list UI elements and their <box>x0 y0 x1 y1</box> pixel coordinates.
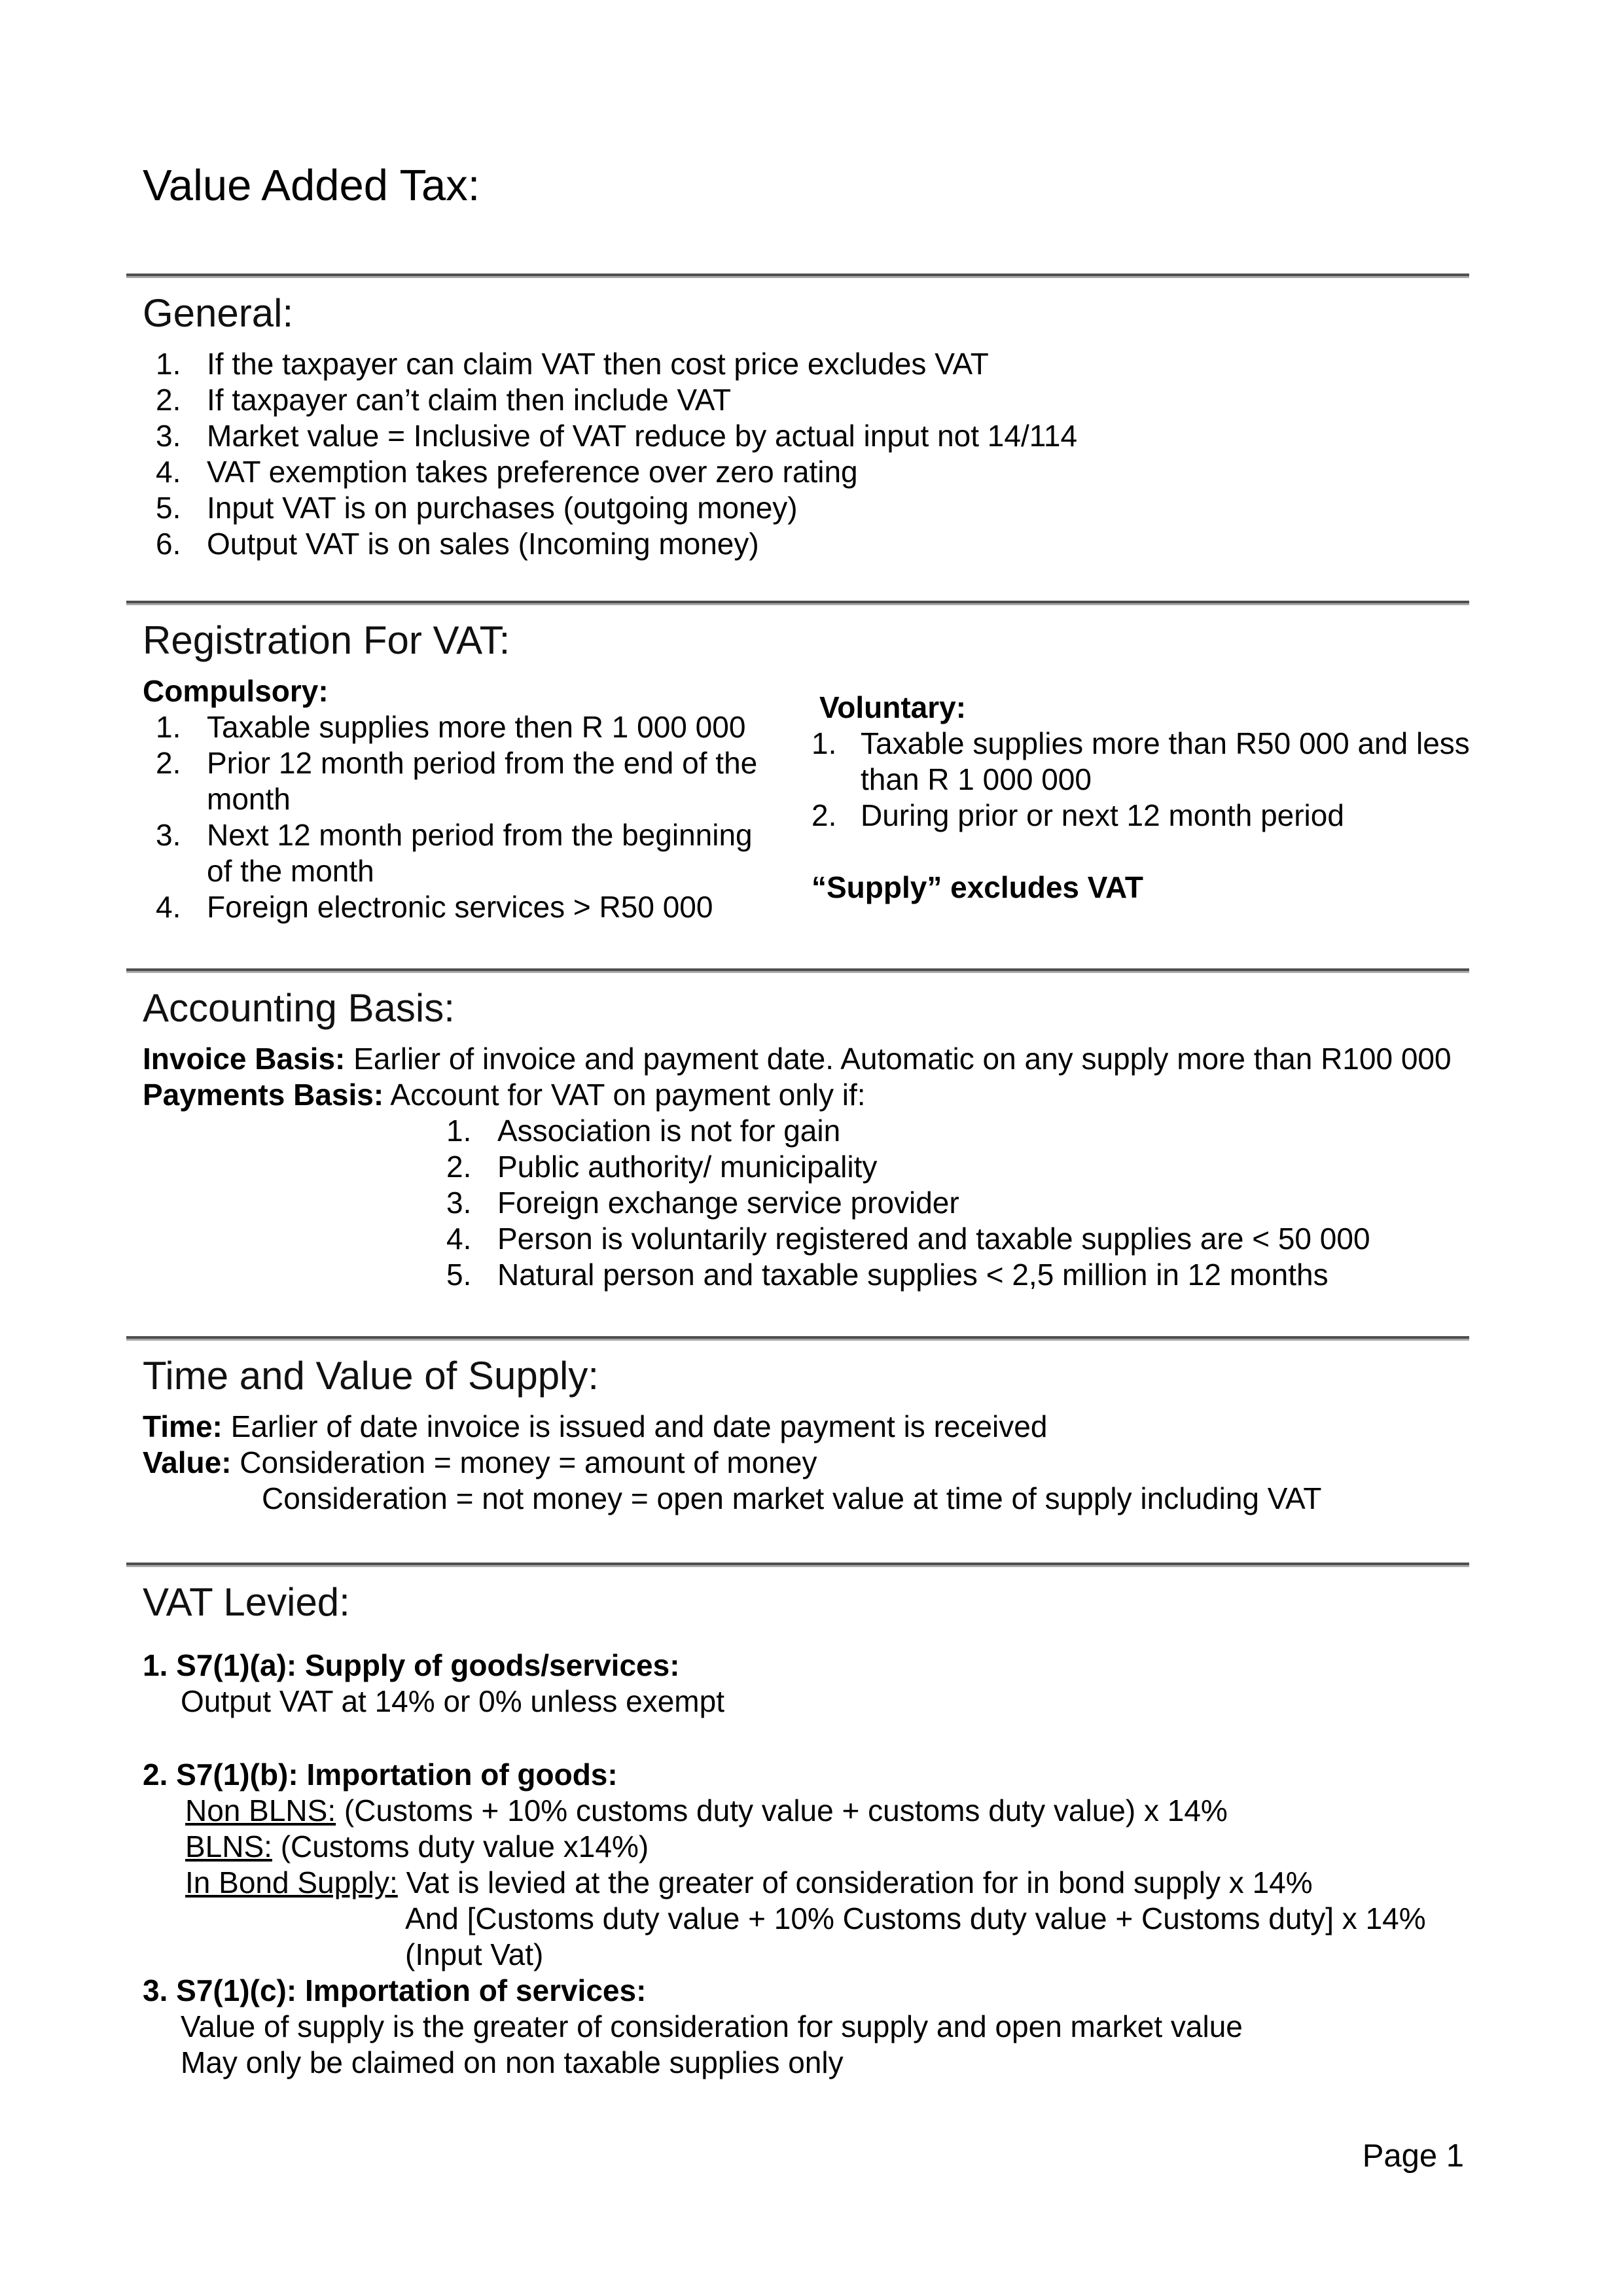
payments-basis-label: Payments Basis: <box>143 1078 384 1112</box>
list-item <box>156 889 776 925</box>
registration-columns <box>143 673 1469 925</box>
voluntary-heading: Voluntary: <box>819 690 967 724</box>
section-heading-time-value: Time and Value of Supply: <box>143 1354 599 1398</box>
list-item-number: 2. <box>156 746 181 780</box>
list-item-text: Prior 12 month period from the end of the month <box>207 746 758 816</box>
non-blns-line <box>143 1793 1469 1829</box>
list-item-number: 3. <box>156 818 181 852</box>
non-blns-label: Non BLNS: <box>185 1793 336 1828</box>
list-item-number: 4. <box>156 455 181 489</box>
value-label: Value: <box>143 1445 232 1479</box>
list-item-number: 1. <box>156 347 181 381</box>
page-number: Page 1 <box>1362 2138 1464 2174</box>
compulsory-heading: Compulsory: <box>143 674 329 708</box>
list-item <box>156 418 1469 454</box>
section-divider <box>126 968 1469 973</box>
list-item <box>812 798 1472 834</box>
list-item-number: 1. <box>812 726 837 760</box>
list-item-number: 2. <box>446 1150 472 1184</box>
list-item-number: 3. <box>446 1186 472 1220</box>
s7-1-c-heading: 3. S7(1)(c): Importation of services: <box>143 1973 647 2007</box>
list-item-number: 2. <box>156 383 181 417</box>
in-bond-supply-line-2: And [Customs duty value + 10% Customs duty value + Customs duty] x 14% <box>405 1901 1426 1935</box>
list-item <box>156 817 776 889</box>
list-item <box>446 1257 1469 1293</box>
section-heading-general: General: <box>143 291 294 335</box>
in-bond-supply-label: In Bond Supply: <box>185 1865 398 1899</box>
payments-basis-line <box>143 1077 1469 1113</box>
in-bond-supply-line <box>143 1865 1469 1901</box>
list-item-text: Taxable supplies more than R50 000 and less than R 1 000 000 <box>861 726 1470 796</box>
list-item-text: Person is voluntarily registered and taxable supplies are < 50 000 <box>497 1222 1370 1256</box>
list-item-number: 2. <box>812 798 837 832</box>
s7-1-a-text: Output VAT at 14% or 0% unless exempt <box>181 1684 724 1718</box>
compulsory-column <box>143 673 776 925</box>
list-item <box>156 490 1469 526</box>
list-item-text: Next 12 month period from the beginning of the month <box>207 818 753 888</box>
s7-1-c-text-2: May only be claimed on non taxable supplies only <box>181 2045 844 2079</box>
supply-excludes-vat-note: “Supply” excludes VAT <box>812 870 1143 904</box>
section-heading-accounting: Accounting Basis: <box>143 986 455 1030</box>
voluntary-column <box>812 673 1472 906</box>
section-divider <box>126 1563 1469 1567</box>
time-line <box>143 1409 1469 1445</box>
non-blns-text: (Customs + 10% customs duty value + customs duty value) x 14% <box>336 1793 1228 1828</box>
general-list <box>143 346 1469 562</box>
list-item-number: 3. <box>156 419 181 453</box>
compulsory-list <box>143 709 776 925</box>
list-item-number: 1. <box>446 1114 472 1148</box>
page-title: Value Added Tax: <box>143 161 480 210</box>
list-item-number: 5. <box>446 1258 472 1292</box>
list-item-number: 5. <box>156 491 181 525</box>
time-label: Time: <box>143 1409 223 1443</box>
invoice-basis-label: Invoice Basis: <box>143 1042 346 1076</box>
invoice-basis-line <box>143 1041 1469 1077</box>
payments-basis-text: Account for VAT on payment only if: <box>383 1078 866 1112</box>
list-item <box>156 382 1469 418</box>
s7-1-c-text-1: Value of supply is the greater of consideration for supply and open market value <box>181 2009 1243 2043</box>
section-divider <box>126 601 1469 605</box>
list-item-text: Input VAT is on purchases (outgoing money) <box>207 491 798 525</box>
list-item <box>156 454 1469 490</box>
blns-line <box>143 1829 1469 1865</box>
list-item-text: If the taxpayer can claim VAT then cost price excludes VAT <box>207 347 989 381</box>
s7-1-b-heading: 2. S7(1)(b): Importation of goods: <box>143 1757 618 1792</box>
list-item <box>156 526 1469 562</box>
list-item-text: If taxpayer can’t claim then include VAT <box>207 383 732 417</box>
value-line <box>143 1445 1469 1481</box>
list-item-text: Public authority/ municipality <box>497 1150 878 1184</box>
list-item <box>156 745 776 817</box>
section-divider <box>126 274 1469 278</box>
invoice-basis-text: Earlier of invoice and payment date. Automatic on any supply more than R100 000 <box>345 1042 1452 1076</box>
list-item-number: 6. <box>156 527 181 561</box>
list-item <box>446 1221 1469 1257</box>
list-item-text: Foreign exchange service provider <box>497 1186 959 1220</box>
payments-basis-list <box>143 1113 1469 1293</box>
time-text: Earlier of date invoice is issued and date payment is received <box>222 1409 1048 1443</box>
in-bond-supply-line-3: (Input Vat) <box>405 1937 544 1971</box>
section-divider <box>126 1336 1469 1341</box>
list-item-number: 4. <box>446 1222 472 1256</box>
blns-label: BLNS: <box>185 1829 272 1863</box>
list-item-text: Market value = Inclusive of VAT reduce by actual input not 14/114 <box>207 419 1078 453</box>
s7-1-a-heading: 1. S7(1)(a): Supply of goods/services: <box>143 1648 680 1682</box>
list-item <box>812 726 1472 798</box>
voluntary-list <box>812 726 1472 834</box>
list-item-text: Taxable supplies more then R 1 000 000 <box>207 710 746 744</box>
list-item <box>156 346 1469 382</box>
value-line-2: Consideration = not money = open market value at time of supply including VAT <box>262 1481 1322 1515</box>
value-text: Consideration = money = amount of money <box>231 1445 817 1479</box>
list-item <box>446 1185 1469 1221</box>
section-heading-registration: Registration For VAT: <box>143 618 510 662</box>
list-item-number: 4. <box>156 890 181 924</box>
list-item-number: 1. <box>156 710 181 744</box>
blns-text: (Customs duty value x14%) <box>272 1829 649 1863</box>
list-item-text: Foreign electronic services > R50 000 <box>207 890 713 924</box>
list-item-text: Output VAT is on sales (Incoming money) <box>207 527 759 561</box>
list-item-text: VAT exemption takes preference over zero rating <box>207 455 858 489</box>
list-item <box>446 1113 1469 1149</box>
list-item <box>446 1149 1469 1185</box>
list-item-text: During prior or next 12 month period <box>861 798 1344 832</box>
list-item-text: Association is not for gain <box>497 1114 841 1148</box>
section-heading-vat-levied: VAT Levied: <box>143 1580 350 1624</box>
in-bond-supply-text: Vat is levied at the greater of consideration for in bond supply x 14% <box>397 1865 1313 1899</box>
list-item <box>156 709 776 745</box>
list-item-text: Natural person and taxable supplies < 2,5 million in 12 months <box>497 1258 1329 1292</box>
